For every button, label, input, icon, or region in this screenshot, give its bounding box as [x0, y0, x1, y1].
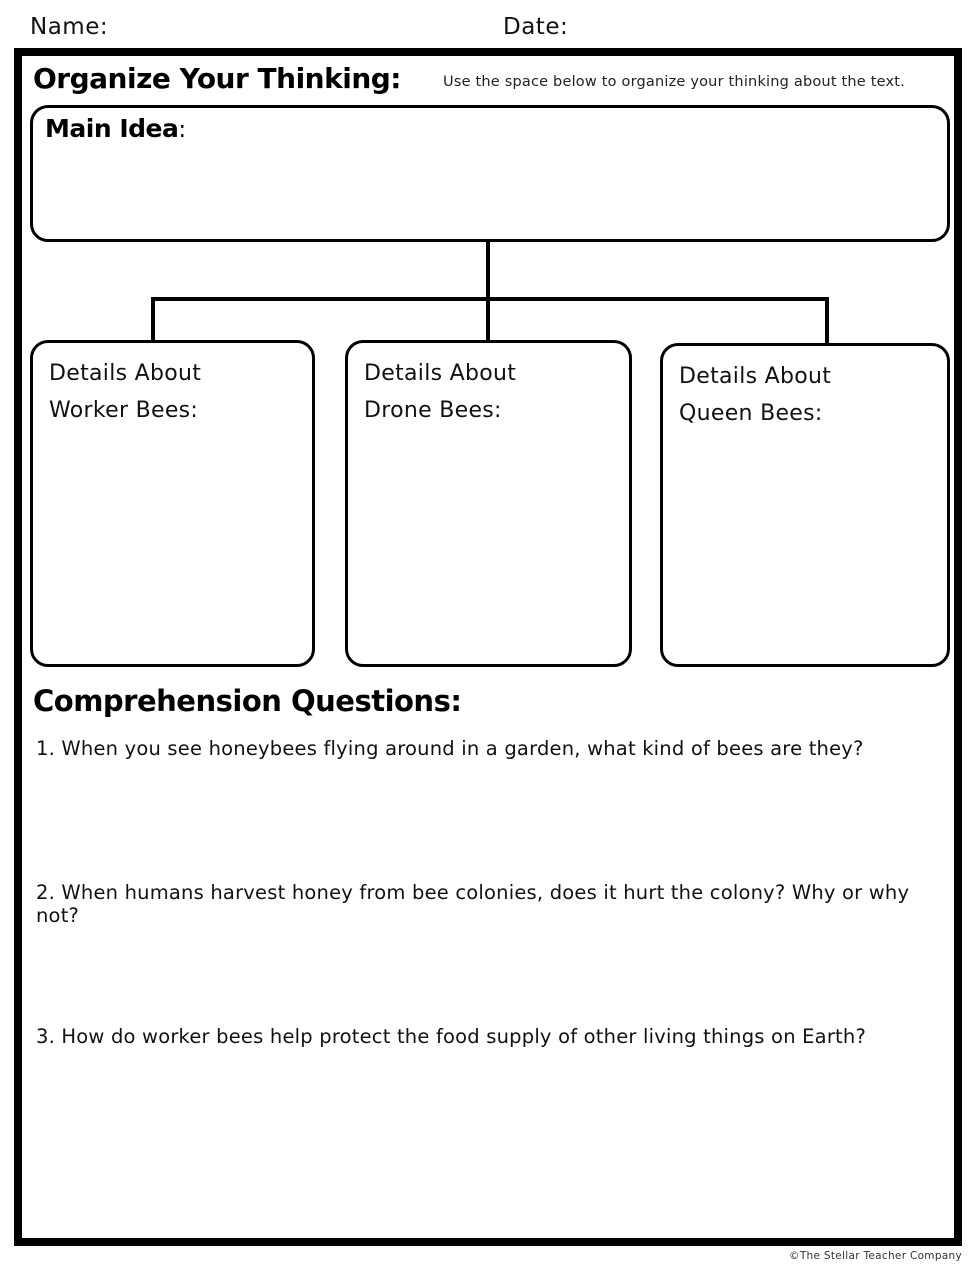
- answer-space-1: [36, 770, 936, 870]
- detail-queen-line2: Queen Bees:: [679, 401, 823, 426]
- footer-credit: ©The Stellar Teacher Company: [789, 1250, 962, 1262]
- detail-worker-line2: Worker Bees:: [49, 398, 199, 423]
- question-3: 3. How do worker bees help protect the food supply of other living things on Earth?: [36, 1025, 866, 1048]
- connector-vertical-center: [486, 240, 490, 342]
- detail-box-drone-label: [364, 355, 613, 429]
- connector-horizontal-branch: [151, 297, 829, 301]
- connector-vertical-right: [825, 297, 829, 345]
- page-subtitle: Use the space below to organize your thinking about the text.: [443, 74, 905, 90]
- question-1: 1. When you see honeybees flying around in a garden, what kind of bees are they?: [36, 737, 864, 760]
- connector-vertical-left: [151, 297, 155, 343]
- detail-box-worker-bees: [30, 340, 315, 667]
- answer-space-3: [36, 1058, 936, 1158]
- main-idea-box: [30, 105, 950, 242]
- detail-box-queen-label: [679, 358, 931, 432]
- detail-worker-line1: Details About: [49, 361, 202, 386]
- page-title: Organize Your Thinking:: [33, 62, 402, 95]
- detail-drone-line2: Drone Bees:: [364, 398, 502, 423]
- question-2: 2. When humans harvest honey from bee colonies, does it hurt the colony? Why or why not?: [36, 881, 910, 927]
- comprehension-heading: Comprehension Questions:: [33, 684, 462, 718]
- main-idea-colon: :: [178, 117, 186, 143]
- detail-box-queen-bees: [660, 343, 950, 667]
- main-idea-label-text: Main Idea: [45, 114, 179, 143]
- main-idea-label: [45, 114, 186, 143]
- detail-drone-line1: Details About: [364, 361, 517, 386]
- answer-space-2: [36, 914, 936, 1014]
- detail-box-drone-bees: [345, 340, 632, 667]
- name-label: Name:: [30, 14, 109, 40]
- detail-queen-line1: Details About: [679, 364, 832, 389]
- date-label: Date:: [503, 14, 569, 40]
- detail-box-worker-label: [49, 355, 296, 429]
